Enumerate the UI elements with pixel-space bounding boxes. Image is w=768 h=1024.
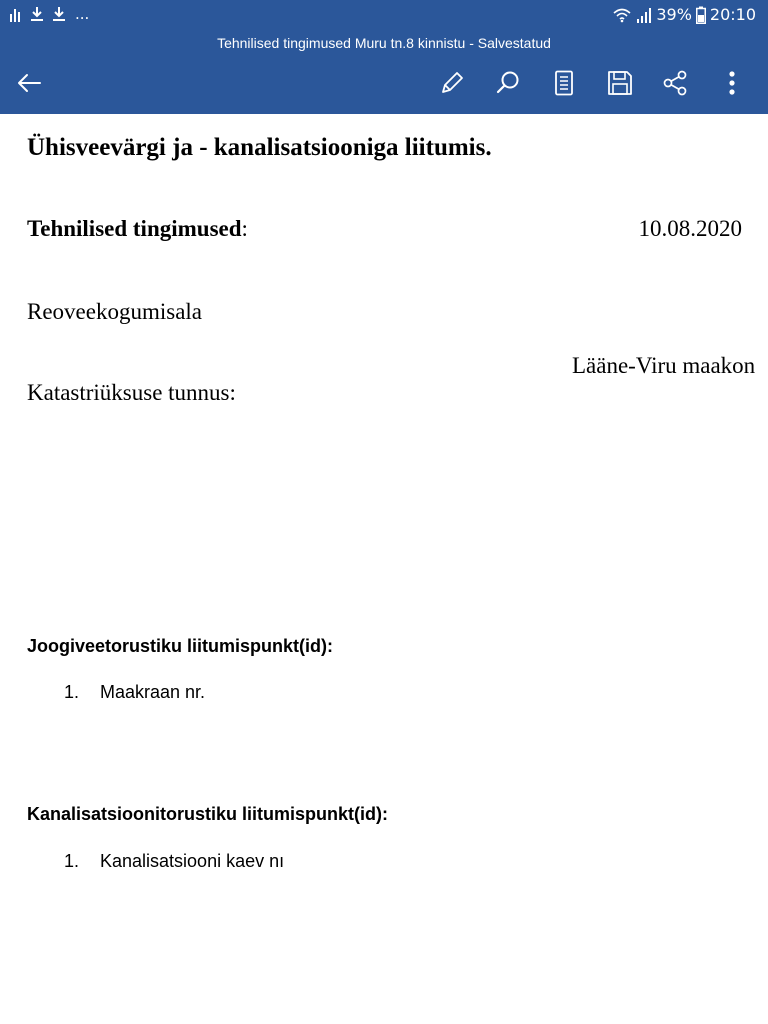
list-number: 1. [64, 682, 80, 702]
document-heading: Ühisveevärgi ja - kanalisatsiooniga liitumis. [27, 134, 492, 161]
signal-bars-icon [10, 6, 22, 22]
document-date: 10.08.2020 [638, 216, 742, 241]
clock-time: 20:10 [709, 5, 756, 24]
edit-button[interactable] [435, 66, 469, 100]
more-vert-icon [728, 70, 736, 96]
wifi-icon [612, 7, 632, 23]
tech-conditions-colon: : [241, 216, 248, 241]
save-button[interactable] [603, 66, 637, 100]
reading-view-icon [553, 70, 575, 96]
list-text: Kanalisatsiooni kaev nı [100, 851, 285, 871]
search-button[interactable] [491, 66, 525, 100]
system-status [612, 5, 756, 25]
list-text: Maakraan nr. [100, 682, 206, 702]
document-title: Tehnilised tingimused Muru tn.8 kinnistu - Salvestatud [217, 35, 551, 51]
back-button[interactable] [12, 66, 46, 100]
search-icon [495, 70, 521, 96]
list-item [64, 681, 206, 703]
cadastral-label: Katastriüksuse tunnus: [27, 380, 236, 405]
county-text: Lääne-Viru maakon [572, 353, 756, 378]
notification-icons [10, 5, 89, 23]
download-icon [30, 6, 44, 22]
edit-pencil-icon [439, 70, 465, 96]
list-item [64, 850, 285, 872]
status-bar [0, 0, 768, 32]
save-icon [607, 70, 633, 96]
sewer-connection-heading: Kanalisatsioonitorustiku liitumispunkt(id): [27, 804, 389, 824]
tech-conditions-line [27, 215, 248, 243]
tech-conditions-label: Tehnilised tingimused [27, 216, 242, 241]
water-connection-heading: Joogiveetorustiku liitumispunkt(id): [27, 636, 334, 656]
sewage-area-text: Reoveekogumisala [27, 299, 203, 324]
back-arrow-icon [16, 73, 42, 93]
more-options-button[interactable] [715, 66, 749, 100]
download-icon [52, 6, 66, 22]
battery-icon [696, 6, 706, 24]
list-number: 1. [64, 851, 80, 871]
reading-view-button[interactable] [547, 66, 581, 100]
app-toolbar [0, 32, 768, 114]
battery-percent: 39% [656, 5, 692, 24]
share-icon [663, 70, 689, 96]
more-notifications: ... [75, 5, 90, 23]
cell-signal-icon [636, 7, 652, 23]
share-button[interactable] [659, 66, 693, 100]
document-canvas[interactable] [0, 114, 768, 1024]
